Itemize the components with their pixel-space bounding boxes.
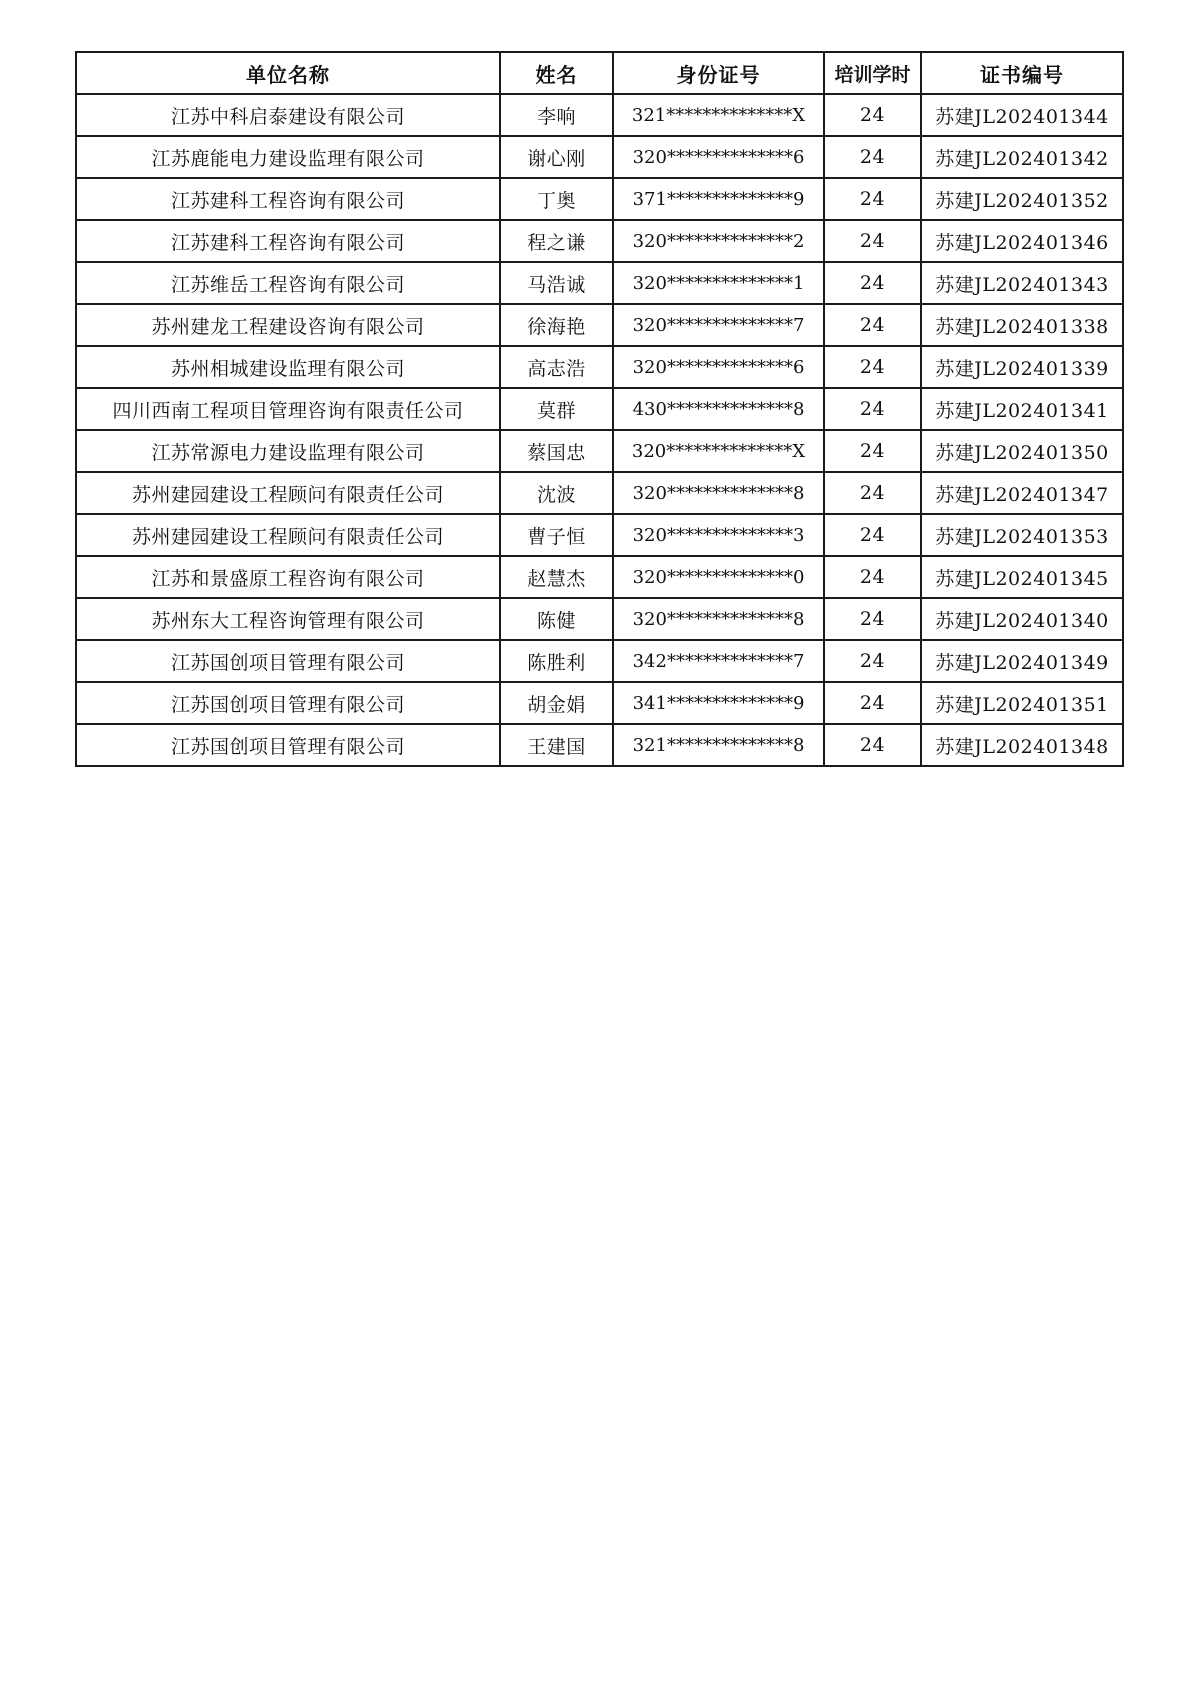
table-row <box>76 220 1123 262</box>
cell-unit: 苏州东大工程咨询管理有限公司 <box>76 598 500 640</box>
header-certificate-no: 证书编号 <box>921 52 1123 94</box>
cell-name: 曹子恒 <box>500 514 613 556</box>
cell-certificate-no: 苏建JL202401351 <box>921 682 1123 724</box>
cell-id-number: 371**************9 <box>613 178 824 220</box>
trainee-table <box>75 51 1124 767</box>
document-page <box>75 51 1122 767</box>
cell-name: 陈健 <box>500 598 613 640</box>
cell-id-number: 341**************9 <box>613 682 824 724</box>
table-row <box>76 556 1123 598</box>
cell-name: 马浩诚 <box>500 262 613 304</box>
table-row <box>76 640 1123 682</box>
cell-name: 胡金娟 <box>500 682 613 724</box>
cell-unit: 江苏国创项目管理有限公司 <box>76 724 500 766</box>
cell-unit: 江苏建科工程咨询有限公司 <box>76 220 500 262</box>
cell-training-hours: 24 <box>824 682 921 724</box>
cell-id-number: 320**************2 <box>613 220 824 262</box>
cell-training-hours: 24 <box>824 472 921 514</box>
cell-training-hours: 24 <box>824 640 921 682</box>
cell-training-hours: 24 <box>824 556 921 598</box>
cell-training-hours: 24 <box>824 136 921 178</box>
table-row <box>76 514 1123 556</box>
cell-name: 谢心刚 <box>500 136 613 178</box>
cell-certificate-no: 苏建JL202401347 <box>921 472 1123 514</box>
cell-unit: 苏州相城建设监理有限公司 <box>76 346 500 388</box>
cell-id-number: 320**************8 <box>613 472 824 514</box>
cell-certificate-no: 苏建JL202401353 <box>921 514 1123 556</box>
table-row <box>76 682 1123 724</box>
cell-name: 莫群 <box>500 388 613 430</box>
cell-id-number: 320**************0 <box>613 556 824 598</box>
cell-certificate-no: 苏建JL202401342 <box>921 136 1123 178</box>
cell-id-number: 430**************8 <box>613 388 824 430</box>
cell-name: 陈胜利 <box>500 640 613 682</box>
cell-unit: 江苏和景盛原工程咨询有限公司 <box>76 556 500 598</box>
table-row <box>76 598 1123 640</box>
cell-name: 王建国 <box>500 724 613 766</box>
cell-training-hours: 24 <box>824 178 921 220</box>
cell-name: 徐海艳 <box>500 304 613 346</box>
cell-training-hours: 24 <box>824 430 921 472</box>
cell-id-number: 321**************X <box>613 94 824 136</box>
cell-name: 沈波 <box>500 472 613 514</box>
cell-unit: 四川西南工程项目管理咨询有限责任公司 <box>76 388 500 430</box>
cell-training-hours: 24 <box>824 220 921 262</box>
cell-certificate-no: 苏建JL202401344 <box>921 94 1123 136</box>
cell-certificate-no: 苏建JL202401348 <box>921 724 1123 766</box>
cell-id-number: 320**************3 <box>613 514 824 556</box>
cell-training-hours: 24 <box>824 598 921 640</box>
cell-id-number: 320**************7 <box>613 304 824 346</box>
cell-unit: 苏州建园建设工程顾问有限责任公司 <box>76 472 500 514</box>
cell-unit: 江苏常源电力建设监理有限公司 <box>76 430 500 472</box>
cell-id-number: 320**************X <box>613 430 824 472</box>
cell-certificate-no: 苏建JL202401349 <box>921 640 1123 682</box>
cell-id-number: 342**************7 <box>613 640 824 682</box>
cell-certificate-no: 苏建JL202401338 <box>921 304 1123 346</box>
cell-id-number: 320**************1 <box>613 262 824 304</box>
table-row <box>76 388 1123 430</box>
cell-certificate-no: 苏建JL202401340 <box>921 598 1123 640</box>
table-body <box>76 94 1123 766</box>
cell-name: 高志浩 <box>500 346 613 388</box>
cell-training-hours: 24 <box>824 304 921 346</box>
table-row <box>76 262 1123 304</box>
cell-unit: 江苏国创项目管理有限公司 <box>76 640 500 682</box>
cell-certificate-no: 苏建JL202401346 <box>921 220 1123 262</box>
table-row <box>76 94 1123 136</box>
cell-name: 程之谦 <box>500 220 613 262</box>
cell-training-hours: 24 <box>824 94 921 136</box>
table-row <box>76 346 1123 388</box>
cell-unit: 江苏国创项目管理有限公司 <box>76 682 500 724</box>
cell-training-hours: 24 <box>824 262 921 304</box>
cell-certificate-no: 苏建JL202401352 <box>921 178 1123 220</box>
cell-training-hours: 24 <box>824 724 921 766</box>
table-row <box>76 472 1123 514</box>
header-unit: 单位名称 <box>76 52 500 94</box>
cell-id-number: 320**************6 <box>613 136 824 178</box>
table-header <box>76 52 1123 94</box>
cell-unit: 江苏维岳工程咨询有限公司 <box>76 262 500 304</box>
header-row <box>76 52 1123 94</box>
cell-unit: 江苏中科启泰建设有限公司 <box>76 94 500 136</box>
cell-certificate-no: 苏建JL202401343 <box>921 262 1123 304</box>
cell-id-number: 321**************8 <box>613 724 824 766</box>
cell-unit: 江苏鹿能电力建设监理有限公司 <box>76 136 500 178</box>
header-name: 姓名 <box>500 52 613 94</box>
cell-certificate-no: 苏建JL202401339 <box>921 346 1123 388</box>
cell-training-hours: 24 <box>824 514 921 556</box>
cell-name: 李响 <box>500 94 613 136</box>
table-row <box>76 430 1123 472</box>
cell-training-hours: 24 <box>824 346 921 388</box>
cell-id-number: 320**************6 <box>613 346 824 388</box>
cell-name: 丁奥 <box>500 178 613 220</box>
cell-unit: 江苏建科工程咨询有限公司 <box>76 178 500 220</box>
cell-certificate-no: 苏建JL202401341 <box>921 388 1123 430</box>
table-row <box>76 178 1123 220</box>
header-training-hours: 培训学时 <box>824 52 921 94</box>
cell-unit: 苏州建龙工程建设咨询有限公司 <box>76 304 500 346</box>
table-row <box>76 724 1123 766</box>
cell-training-hours: 24 <box>824 388 921 430</box>
cell-name: 赵慧杰 <box>500 556 613 598</box>
header-id-number: 身份证号 <box>613 52 824 94</box>
cell-certificate-no: 苏建JL202401350 <box>921 430 1123 472</box>
cell-unit: 苏州建园建设工程顾问有限责任公司 <box>76 514 500 556</box>
cell-id-number: 320**************8 <box>613 598 824 640</box>
table-row <box>76 304 1123 346</box>
cell-certificate-no: 苏建JL202401345 <box>921 556 1123 598</box>
table-row <box>76 136 1123 178</box>
cell-name: 蔡国忠 <box>500 430 613 472</box>
